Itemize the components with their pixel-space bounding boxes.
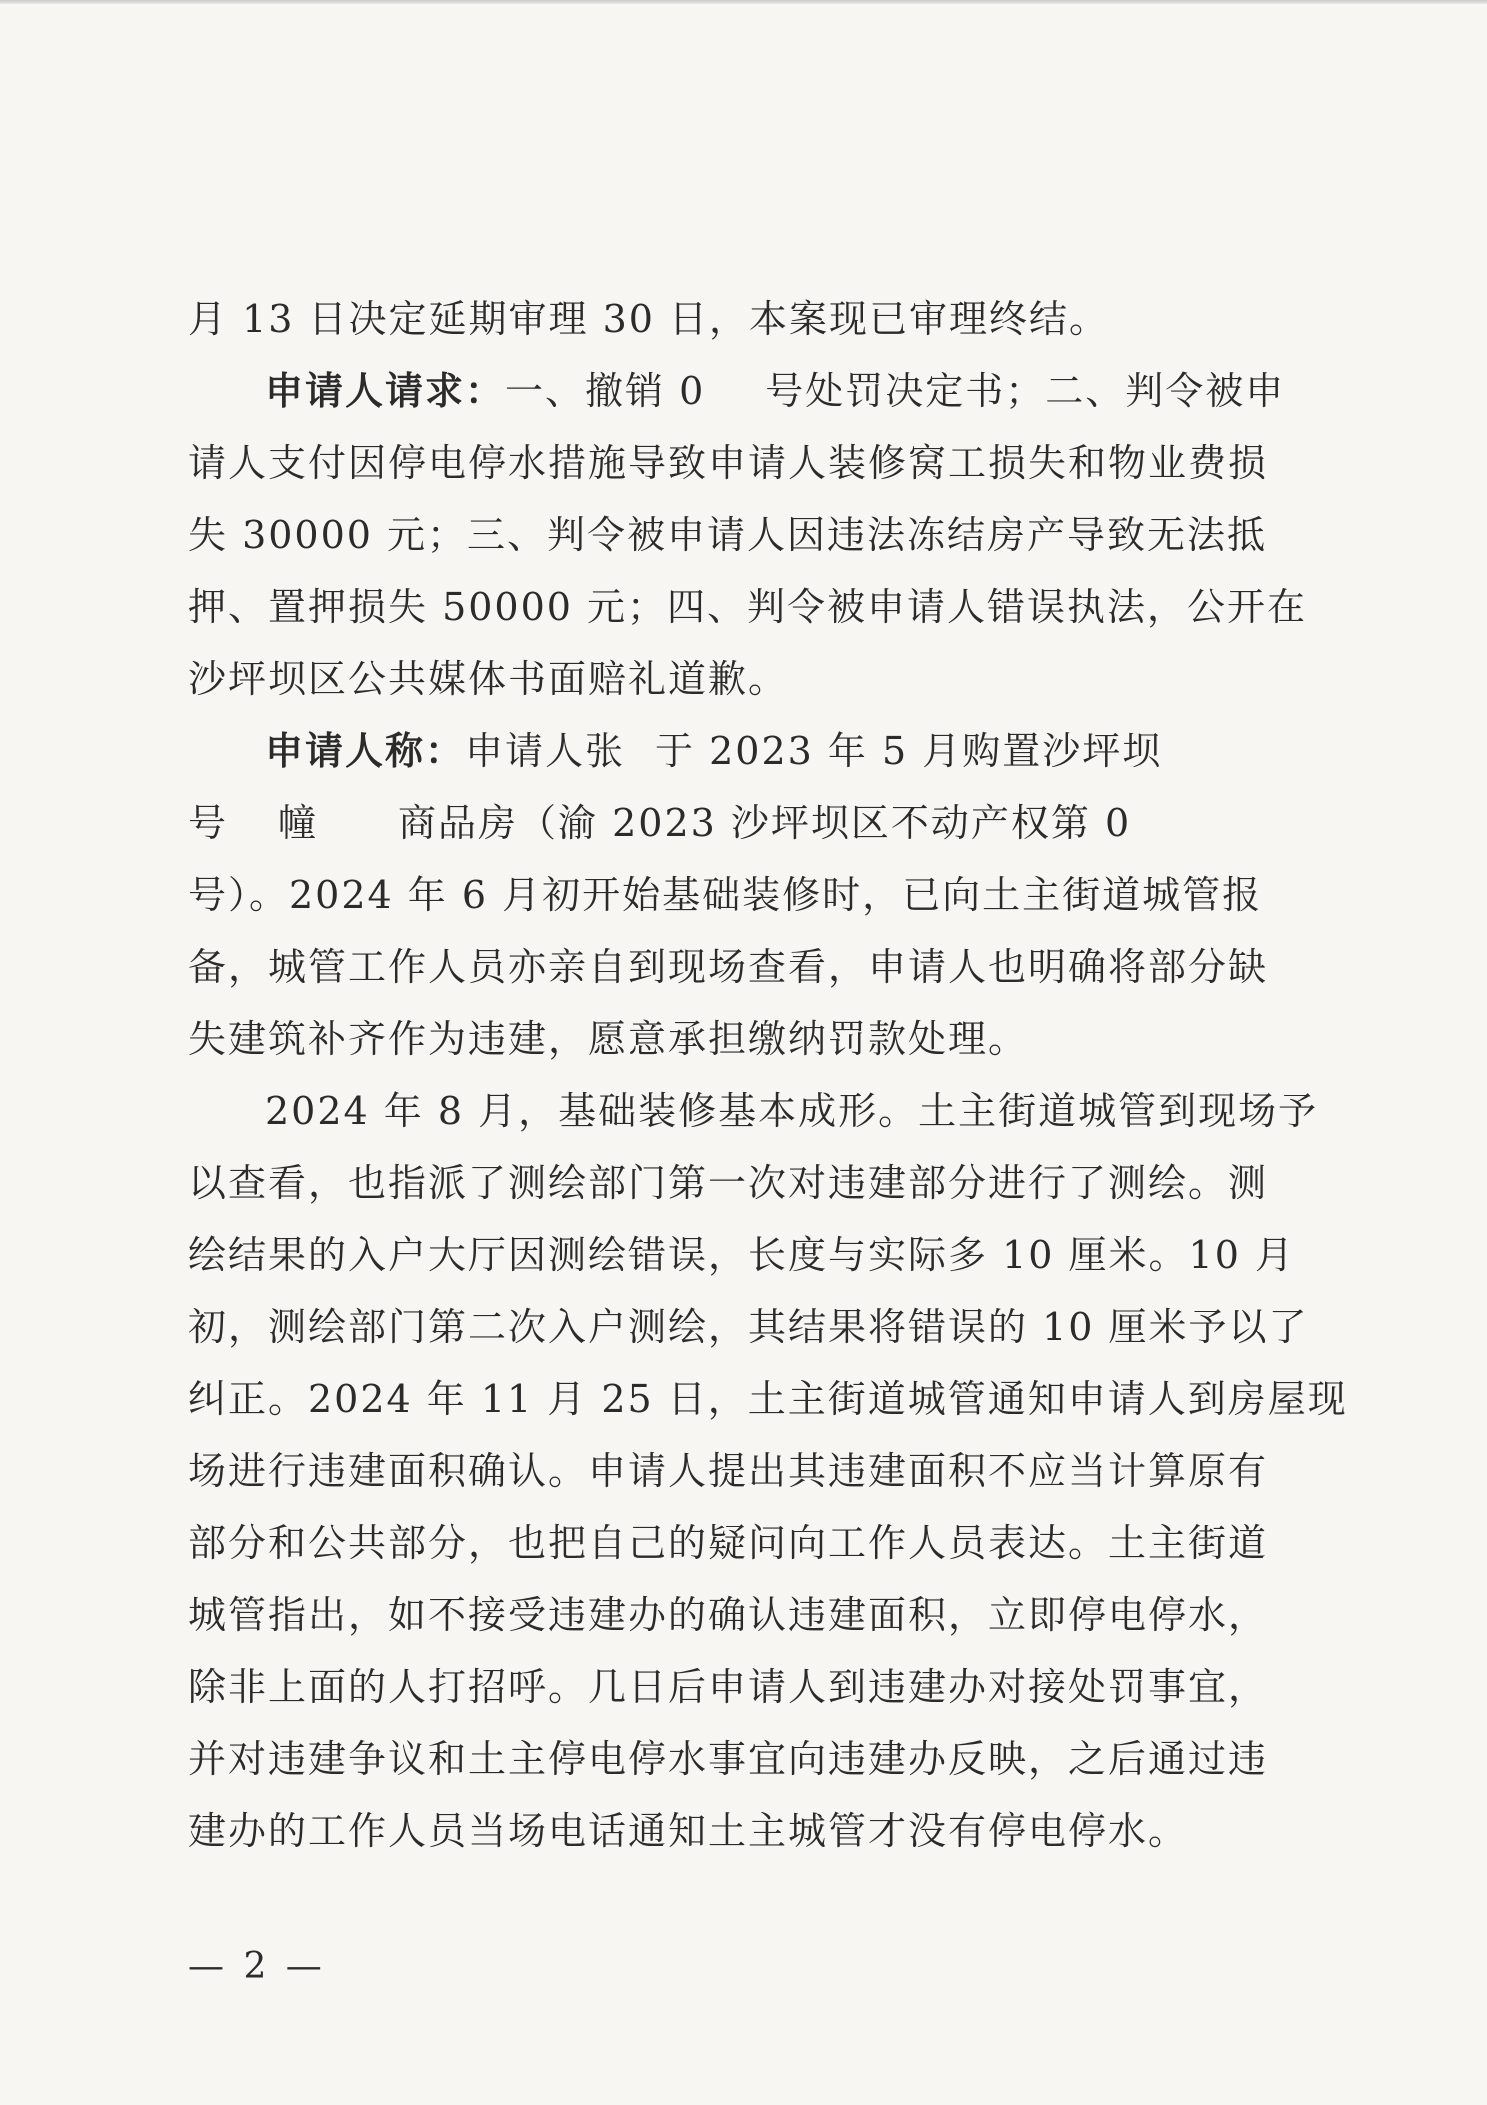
text-line: 沙坪坝区公共媒体书面赔礼道歉。: [188, 657, 789, 701]
text-line: 号）。2024 年 6 月初开始基础装修时，已向土主街道城管报: [188, 873, 1263, 917]
text-line: 城管指出，如不接受违建办的确认违建面积，立即停电停水，: [188, 1593, 1269, 1637]
text-line: 绘结果的入户大厅因测绘错误，长度与实际多 10 厘米。10 月: [188, 1233, 1295, 1277]
text-line: 月 13 日决定延期审理 30 日，本案现已审理终结。: [188, 297, 1110, 341]
text-line: 部分和公共部分，也把自己的疑问向工作人员表达。土主街道: [188, 1521, 1269, 1565]
page-number: — 2 —: [188, 1946, 326, 1987]
text-line: 建办的工作人员当场电话通知土主城管才没有停电停水。: [188, 1809, 1189, 1853]
text-line: 2024 年 8 月，基础装修基本成形。土主街道城管到现场予: [265, 1089, 1319, 1133]
text-line: 除非上面的人打招呼。几日后申请人到违建办对接处罚事宜，: [188, 1665, 1269, 1709]
text-line: 号 幢 商品房（渝 2023 沙坪坝区不动产权第 0: [188, 801, 1132, 845]
text-line: 失 30000 元；三、判令被申请人因违法冻结房产导致无法抵: [188, 513, 1268, 557]
text-line: 并对违建争议和土主停电停水事宜向违建办反映，之后通过违: [188, 1737, 1269, 1781]
text-line: 初，测绘部门第二次入户测绘，其结果将错误的 10 厘米予以了: [188, 1305, 1309, 1349]
text-line: 押、置押损失 50000 元；四、判令被申请人错误执法，公开在: [188, 585, 1308, 629]
text-line: 纠正。2024 年 11 月 25 日，土主街道城管通知申请人到房屋现: [188, 1377, 1348, 1421]
top-edge-rule: [0, 0, 1487, 4]
document-body: [188, 283, 1348, 1867]
section-label-request: 申请人请求：: [265, 368, 506, 413]
text-line: 失建筑补齐作为违建，愿意承担缴纳罚款处理。: [188, 1017, 1029, 1061]
text-line: 备，城管工作人员亦亲自到现场查看，申请人也明确将部分缺: [188, 945, 1269, 989]
text-line: 场进行违建面积确认。申请人提出其违建面积不应当计算原有: [188, 1449, 1269, 1493]
text-line: 请人支付因停电停水措施导致申请人装修窝工损失和物业费损: [188, 441, 1269, 485]
section-label-claim: 申请人称：: [265, 728, 466, 773]
text-line: 以查看，也指派了测绘部门第一次对违建部分进行了测绘。测: [188, 1161, 1269, 1205]
request-paragraph-start: 申请人请求：一、撤销 0 号处罚决定书；二、判令被申: [265, 368, 1286, 413]
claim-paragraph-start: 申请人称：申请人张 于 2023 年 5 月购置沙坪坝: [265, 728, 1163, 773]
